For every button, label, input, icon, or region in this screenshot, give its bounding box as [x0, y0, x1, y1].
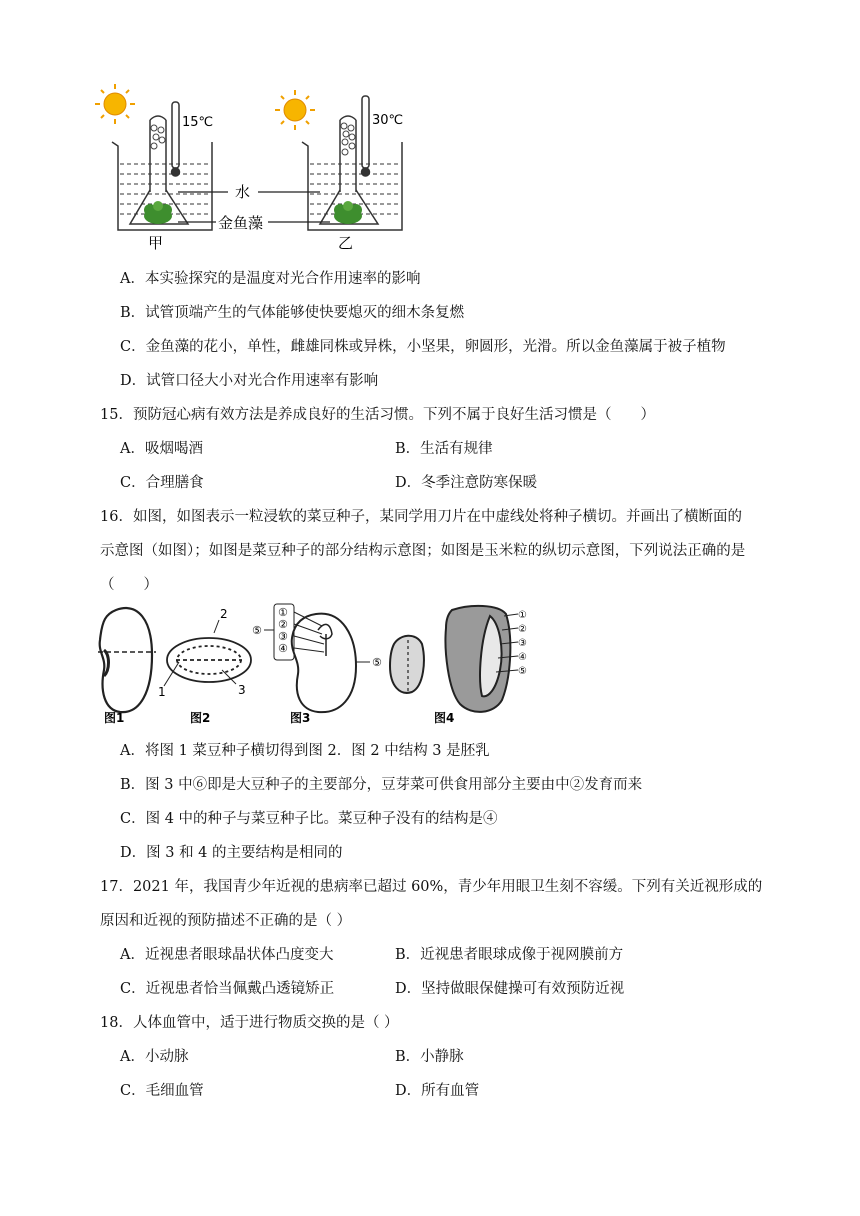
fig3-caption: 图3: [290, 711, 311, 725]
q17-option-c: C．近视患者恰当佩戴凸透镜矫正: [120, 981, 335, 997]
q16-option-d: D．图 3 和 4 的主要结构是相同的: [120, 845, 343, 861]
q18-option-a: A．小动脉: [120, 1049, 189, 1065]
fig1-caption: 图1: [104, 711, 125, 725]
temp-label-left: 15℃: [182, 115, 214, 130]
bean-cross-section-fig2: [164, 620, 251, 686]
bean-structure-fig3: [292, 614, 356, 713]
bean-seed-fig1: [100, 608, 152, 712]
q16-stem-line1: 16．如图，如图表示一粒浸软的菜豆种子，某同学用刀片在中虚线处将种子横切。并画出了横断面的: [100, 509, 742, 525]
left-beaker-label: 甲: [148, 234, 164, 252]
q16-option-b: B．图 3 中⑥即是大豆种子的主要部分，豆芽菜可供食用部分主要由中②发育而来: [120, 777, 643, 793]
fig4-label-c2: ②: [518, 624, 527, 635]
q18-stem: 18．人体血管中，适于进行物质交换的是（ ）: [100, 1015, 399, 1031]
q16-stem-line3: （ ）: [100, 577, 158, 593]
waterweed-plant-right: [334, 201, 362, 224]
q15-option-c: C．合理膳食: [120, 475, 204, 491]
q18-option-b: B．小静脉: [395, 1049, 464, 1065]
fig2-caption: 图2: [190, 711, 211, 725]
fig4-label-c1: ①: [518, 610, 527, 621]
q17-option-a: A．近视患者眼球晶状体凸度变大: [120, 947, 334, 963]
corn-kernel-small: [390, 636, 424, 693]
q14-option-c: C．金鱼藻的花小，单性，雌雄同株或异株，小坚果，卵圆形，光滑。所以金鱼藻属于被子植物: [120, 339, 726, 355]
fig2-label-3: 3: [238, 683, 246, 697]
sun-icon-left: [95, 84, 135, 124]
fig4-label-c4: ④: [518, 652, 527, 663]
bubbles-right: [341, 123, 355, 155]
waterweed-plant-left: [144, 201, 172, 224]
fig4-label-c3: ③: [518, 638, 527, 649]
fig3-label-c5-right: ⑤: [372, 656, 382, 669]
q15-option-d: D．冬季注意防寒保暖: [395, 475, 538, 491]
fig2-label-1: 1: [158, 685, 166, 699]
fig4-label-c5: ⑤: [518, 666, 527, 677]
fig2-label-2: 2: [220, 607, 228, 621]
water-label: 水: [235, 183, 251, 201]
q15-option-b: B．生活有规律: [395, 441, 493, 457]
fig3-label-c5-left: ⑤: [252, 624, 262, 637]
q16-stem-line2: 示意图（如图）；如图是菜豆种子的部分结构示意图；如图是玉米粒的纵切示意图，下列说法正确的是: [100, 543, 746, 559]
q15-option-a: A．吸烟喝酒: [120, 441, 203, 457]
seed-structure-figure: [94, 600, 534, 726]
fig4-caption: 图4: [434, 711, 455, 725]
q17-stem-line1: 17．2021 年，我国青少年近视的患病率已超过 60%，青少年用眼卫生刻不容缓。下列有关近视形成的: [100, 879, 763, 895]
q17-option-d: D．坚持做眼保健操可有效预防近视: [395, 981, 625, 997]
q17-stem-line2: 原因和近视的预防描述不正确的是（ ）: [100, 913, 352, 929]
fig3-label-c4: ④: [278, 642, 288, 655]
fig3-label-c3: ③: [278, 630, 288, 643]
q14-option-b: B．试管顶端产生的气体能够使快要熄灭的细木条复燃: [120, 305, 465, 321]
q14-option-a: A．本实验探究的是温度对光合作用速率的影响: [120, 271, 421, 287]
sun-icon-right: [275, 90, 315, 130]
corn-section-fig4: [446, 606, 511, 712]
fig3-label-c2: ②: [278, 618, 288, 631]
q17-option-b: B．近视患者眼球成像于视网膜前方: [395, 947, 624, 963]
q16-option-a: A．将图 1 菜豆种子横切得到图 2．图 2 中结构 3 是胚乳: [120, 743, 490, 759]
temp-label-right: 30℃: [372, 113, 404, 128]
bubbles-left: [151, 125, 165, 149]
q18-option-c: C．毛细血管: [120, 1083, 204, 1099]
q16-option-c: C．图 4 中的种子与菜豆种子比。菜豆种子没有的结构是④: [120, 811, 498, 827]
plant-label: 金鱼藻: [218, 214, 264, 232]
fig3-label-c1: ①: [278, 606, 288, 619]
q14-option-d: D．试管口径大小对光合作用速率有影响: [120, 373, 379, 389]
photosynthesis-experiment-figure: [90, 82, 420, 252]
q18-option-d: D．所有血管: [395, 1083, 480, 1099]
q15-stem: 15．预防冠心病有效方法是养成良好的生活习惯。下列不属于良好生活习惯是（ ）: [100, 407, 655, 423]
right-beaker-label: 乙: [338, 234, 354, 252]
